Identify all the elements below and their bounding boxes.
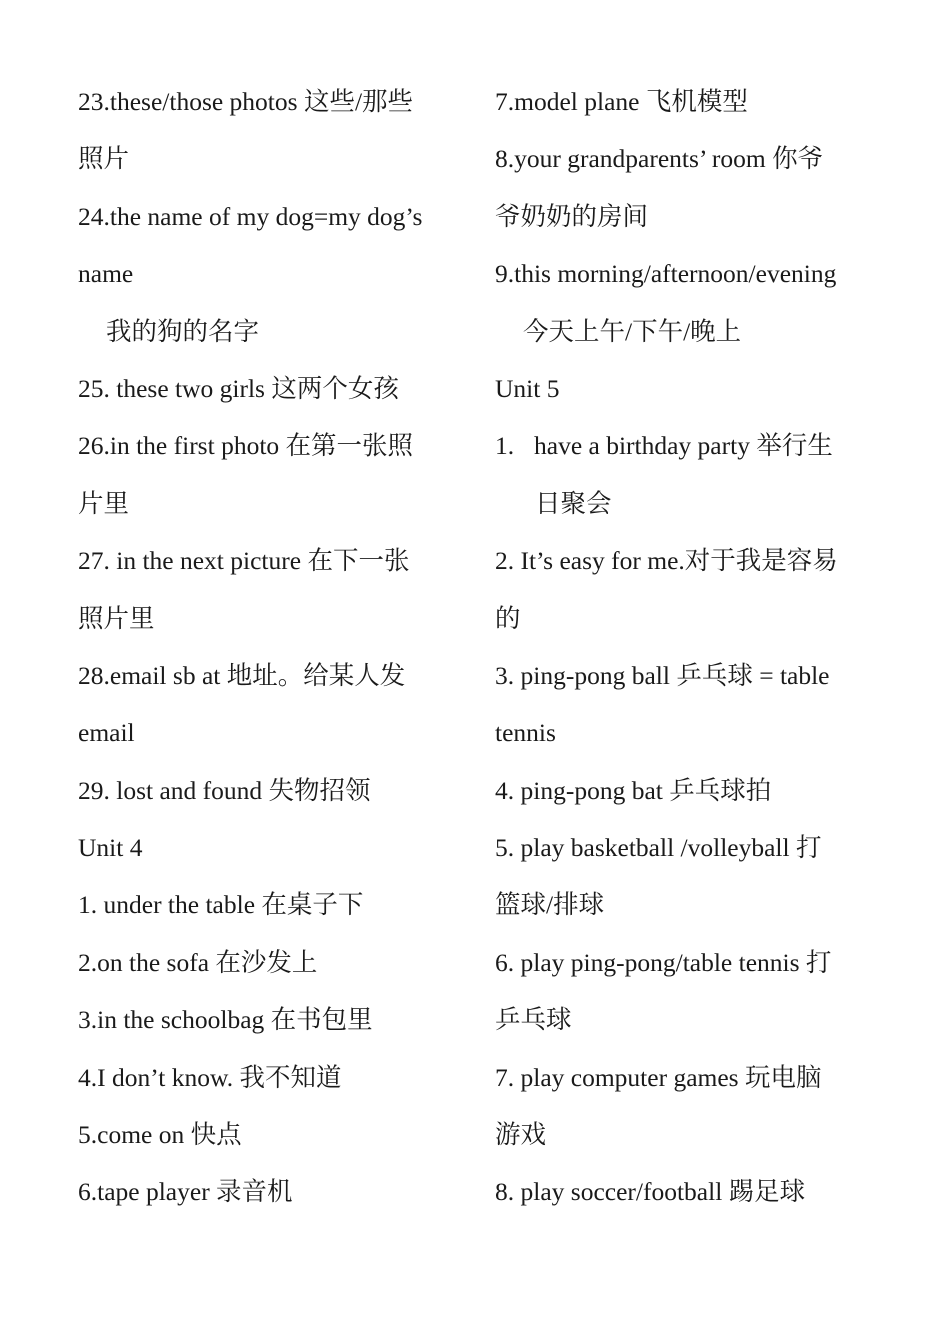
- text-line: have a birthday party 举行生: [534, 431, 833, 461]
- text-line: 游戏: [495, 1120, 547, 1150]
- text-line: 6. play ping-pong/table tennis 打: [495, 947, 832, 977]
- text-line: 8. play soccer/football 踢足球: [495, 1177, 806, 1207]
- text-line: 4.I don’t know. 我不知道: [78, 1062, 342, 1092]
- text-line: 5. play basketball /volleyball 打: [495, 833, 822, 863]
- text-line: email: [78, 718, 135, 748]
- text-line: 6.tape player 录音机: [78, 1177, 293, 1207]
- numbered-item: [495, 417, 880, 474]
- text-line: 日聚会: [535, 488, 612, 518]
- text-line: name: [78, 259, 134, 289]
- unit-heading: Unit 5: [495, 373, 560, 403]
- text-line: 照片里: [78, 603, 155, 633]
- text-line: 照片: [78, 144, 130, 174]
- text-line: 今天上午/下午/晚上: [523, 316, 742, 346]
- text-line: 7. play computer games 玩电脑: [495, 1062, 822, 1092]
- text-line: 1. under the table 在桌子下: [78, 890, 364, 920]
- text-line: tennis: [495, 718, 556, 748]
- text-line: 3. ping-pong ball 乒乓球 = table: [495, 660, 830, 690]
- text-line: 9.this morning/afternoon/evening: [495, 259, 837, 289]
- text-line: 2. It’s easy for me.对于我是容易: [495, 546, 838, 576]
- text-line: 2.on the sofa 在沙发上: [78, 947, 318, 977]
- text-line: 28.email sb at 地址。给某人发: [78, 660, 406, 690]
- text-line: 爷奶奶的房间: [495, 201, 649, 231]
- left-column: [78, 73, 463, 1221]
- right-column: [495, 73, 880, 1221]
- text-line: 4. ping-pong bat 乒乓球拍: [495, 775, 772, 805]
- list-marker: 1.: [495, 431, 515, 461]
- text-line: 23.these/those photos 这些/那些: [78, 87, 414, 116]
- text-line: 26.in the first photo 在第一张照: [78, 431, 414, 461]
- text-line: 3.in the schoolbag 在书包里: [78, 1005, 373, 1035]
- unit-heading: Unit 4: [78, 833, 143, 863]
- text-line: 我的狗的名字: [106, 316, 260, 346]
- text-line: 24.the name of my dog=my dog’s: [78, 201, 423, 231]
- text-line: 片里: [78, 488, 130, 518]
- text-line: 7.model plane 飞机模型: [495, 87, 748, 116]
- text-line: 5.come on 快点: [78, 1120, 242, 1150]
- text-line: 的: [495, 603, 521, 633]
- text-line: 8.your grandparents’ room 你爷: [495, 144, 824, 174]
- text-line: 25. these two girls 这两个女孩: [78, 373, 399, 403]
- text-line: 乒乓球: [495, 1005, 572, 1035]
- text-line: 27. in the next picture 在下一张: [78, 546, 410, 576]
- text-line: 篮球/排球: [495, 890, 605, 920]
- text-line: 29. lost and found 失物招领: [78, 775, 371, 805]
